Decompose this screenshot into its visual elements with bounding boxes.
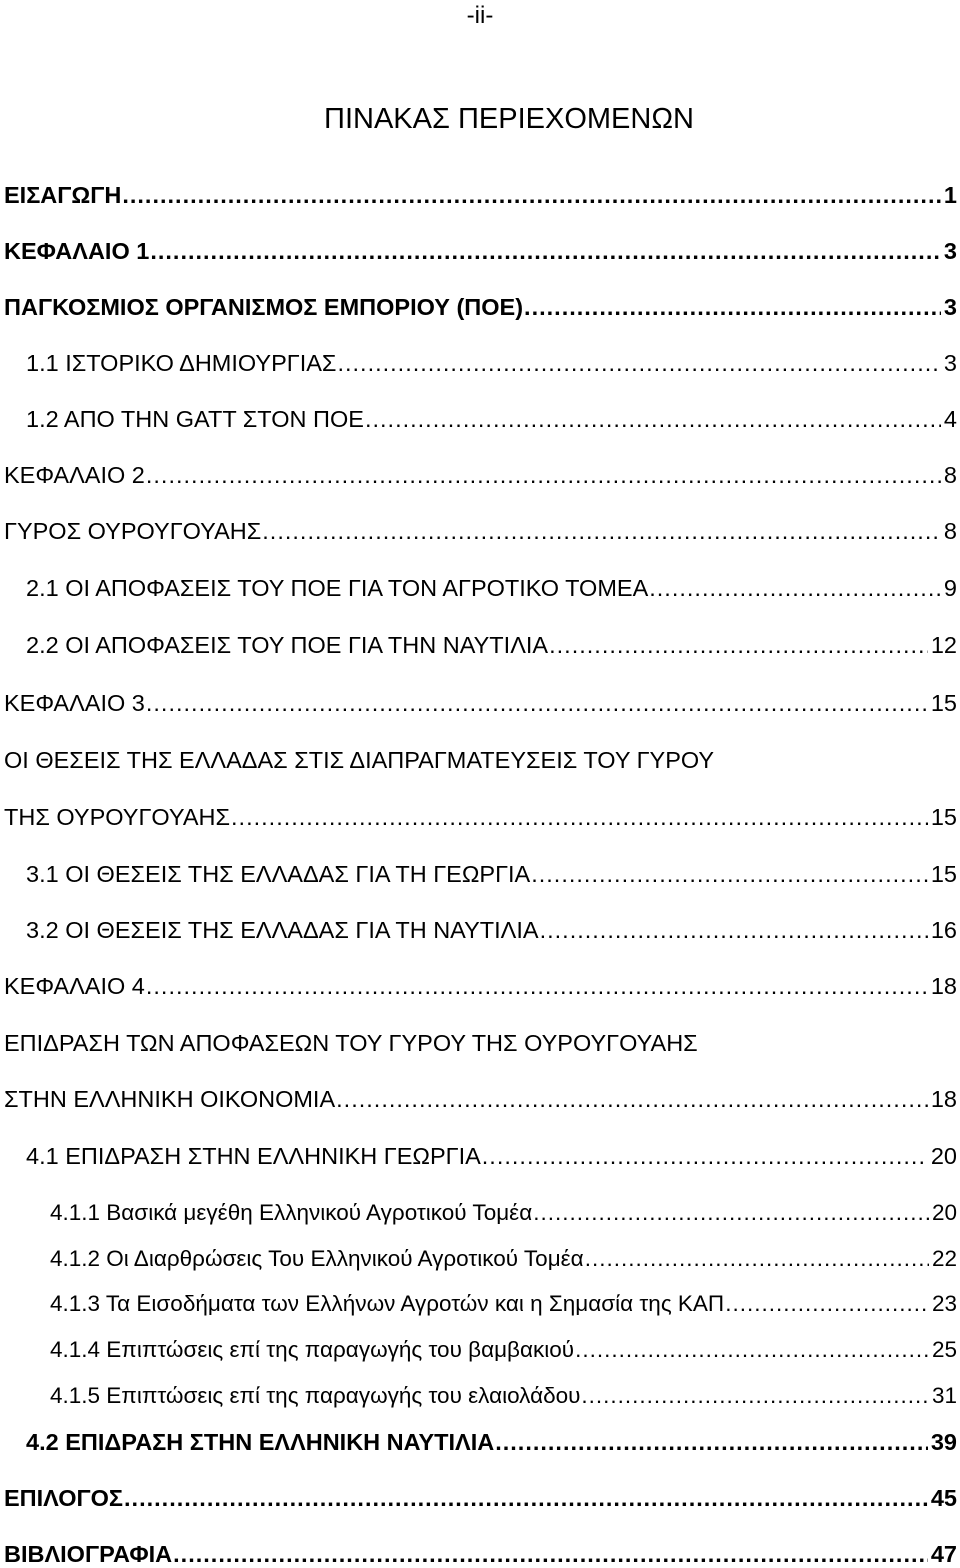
toc-entry-page: 3 [943, 238, 957, 264]
toc-entry-chapter-3[interactable] [4, 689, 957, 717]
toc-entry-2-1[interactable] [26, 574, 957, 602]
toc-entry-label: 4.1 ΕΠΙΔΡΑΣΗ ΣΤΗΝ ΕΛΛΗΝΙΚΗ ΓΕΩΡΓΙΑ [26, 1143, 481, 1169]
toc-entry-page: 3 [943, 350, 957, 376]
toc-entry-page: 22 [931, 1246, 957, 1271]
toc-entry-page: 18 [930, 973, 957, 999]
toc-entry-label: ΕΠΙΛΟΓΟΣ [4, 1485, 124, 1511]
toc-heading-impact: ΕΠΙΔΡΑΣΗ ΤΩΝ ΑΠΟΦΑΣΕΩΝ ΤΟΥ ΓΥΡΟΥ ΤΗΣ ΟΥΡΟΥΓΟΥΑΗΣ [4, 1030, 698, 1056]
toc-leader-dots [146, 461, 941, 489]
toc-entry-page: 31 [931, 1383, 957, 1408]
toc-leader-dots [262, 517, 941, 545]
toc-leader-dots [575, 1336, 929, 1364]
toc-leader-dots [540, 916, 928, 944]
toc-heading-greece-positions: ΟΙ ΘΕΣΕΙΣ ΤΗΣ ΕΛΛΑΔΑΣ ΣΤΙΣ ΔΙΑΠΡΑΓΜΑΤΕΥΣΕΙΣ ΤΟΥ ΓΥΡΟΥ [4, 747, 715, 773]
toc-entry-label: ΚΕΦΑΛΑΙΟ 4 [4, 973, 145, 999]
toc-entry-label: ΕΙΣΑΓΩΓΗ [4, 182, 122, 208]
toc-leader-dots [495, 1428, 928, 1456]
toc-entry-4-2[interactable] [26, 1428, 957, 1456]
toc-entry-3-2[interactable] [26, 916, 957, 944]
toc-entry-label: 2.1 ΟΙ ΑΠΟΦΑΣΕΙΣ ΤΟΥ ΠΟΕ ΓΙΑ ΤΟΝ ΑΓΡΟΤΙΚΟ ΤΟΜΕΑ [26, 575, 649, 601]
toc-entry-label: ΓΥΡΟΣ ΟΥΡΟΥΓΟΥΑΗΣ [4, 518, 262, 544]
toc-entry-page: 8 [943, 462, 957, 488]
toc-leader-dots [146, 972, 928, 1000]
toc-leader-dots [231, 803, 928, 831]
toc-entry-page: 20 [930, 1143, 957, 1169]
toc-leader-dots [365, 405, 941, 433]
toc-entry-label: 3.2 ΟΙ ΘΕΣΕΙΣ ΤΗΣ ΕΛΛΑΔΑΣ ΓΙΑ ΤΗ ΝΑΥΤΙΛΙΑ [26, 917, 539, 943]
toc-entry-1-2[interactable] [26, 405, 957, 433]
toc-entry-uruguay-round[interactable] [4, 517, 957, 545]
toc-leader-dots [585, 1245, 929, 1273]
toc-entry-4-1-3[interactable] [50, 1290, 957, 1318]
toc-entry-page: 20 [931, 1200, 957, 1225]
toc-leader-dots [725, 1290, 929, 1318]
toc-title: ΠΙΝΑΚΑΣ ΠΕΡΙΕΧΟΜΕΝΩΝ [324, 103, 694, 135]
toc-entry-4-1[interactable] [26, 1142, 957, 1170]
toc-entry-label: 4.2 ΕΠΙΔΡΑΣΗ ΣΤΗΝ ΕΛΛΗΝΙΚΗ ΝΑΥΤΙΛΙΑ [26, 1429, 495, 1455]
toc-entry-label: ΠΑΓΚΟΣΜΙΟΣ ΟΡΓΑΝΙΣΜΟΣ ΕΜΠΟΡΙΟΥ (ΠΟΕ) [4, 294, 524, 320]
toc-entry-label: 4.1.2 Οι Διαρθρώσεις Του Ελληνικού Αγροτικού Τομέα [50, 1246, 584, 1271]
toc-entry-label: 4.1.4 Επιπτώσεις επί της παραγωγής του βαμβακιού [50, 1337, 575, 1362]
toc-entry-page: 8 [943, 518, 957, 544]
toc-entry-page: 15 [930, 861, 957, 887]
toc-entry-page: 1 [943, 182, 957, 208]
toc-entry-greek-economy[interactable] [4, 1085, 957, 1113]
toc-leader-dots [337, 349, 940, 377]
toc-leader-dots [524, 293, 941, 321]
toc-entry-page: 47 [930, 1541, 957, 1567]
toc-entry-label: ΤΗΣ ΟΥΡΟΥΓΟΥΑΗΣ [4, 804, 231, 830]
toc-entry-chapter-4[interactable] [4, 972, 957, 1000]
toc-entry-label: 3.1 ΟΙ ΘΕΣΕΙΣ ΤΗΣ ΕΛΛΑΔΑΣ ΓΙΑ ΤΗ ΓΕΩΡΓΙΑ [26, 861, 531, 887]
toc-entry-label: 4.1.5 Επιπτώσεις επί της παραγωγής του ελαιολάδου [50, 1383, 581, 1408]
toc-entry-page: 15 [930, 690, 957, 716]
toc-entry-4-1-4[interactable] [50, 1336, 957, 1364]
toc-leader-dots [122, 181, 941, 209]
toc-entry-label: ΒΙΒΛΙΟΓΡΑΦΙΑ [4, 1541, 173, 1567]
toc-entry-page: 3 [943, 294, 957, 320]
toc-leader-dots [336, 1085, 928, 1113]
toc-entry-chapter-1[interactable] [4, 237, 957, 265]
toc-entry-label: 2.2 ΟΙ ΑΠΟΦΑΣΕΙΣ ΤΟΥ ΠΟΕ ΓΙΑ ΤΗΝ ΝΑΥΤΙΛΙΑ [26, 632, 549, 658]
toc-entry-chapter-2[interactable] [4, 461, 957, 489]
toc-entry-page: 45 [930, 1485, 957, 1511]
toc-entry-page: 12 [930, 632, 957, 658]
page-number: -ii- [466, 2, 494, 29]
toc-entry-label: 4.1.1 Βασικά μεγέθη Ελληνικού Αγροτικού Τομέα [50, 1200, 533, 1225]
toc-leader-dots [482, 1142, 928, 1170]
toc-leader-dots [533, 1199, 929, 1227]
toc-leader-dots [549, 631, 928, 659]
toc-entry-4-1-5[interactable] [50, 1382, 957, 1410]
toc-entry-uruguay-round-ch3[interactable] [4, 803, 957, 831]
toc-entry-label: ΣΤΗΝ ΕΛΛΗΝΙΚΗ ΟΙΚΟΝΟΜΙΑ [4, 1086, 336, 1112]
toc-entry-page: 4 [943, 406, 957, 432]
toc-leader-dots [124, 1484, 928, 1512]
toc-entry-epilogue[interactable] [4, 1484, 957, 1512]
toc-entry-page: 39 [930, 1429, 957, 1455]
toc-leader-dots [649, 574, 941, 602]
toc-entry-introduction[interactable] [4, 181, 957, 209]
toc-leader-dots [150, 237, 941, 265]
toc-entry-2-2[interactable] [26, 631, 957, 659]
toc-entry-page: 18 [930, 1086, 957, 1112]
toc-entry-page: 16 [930, 917, 957, 943]
toc-entry-label: ΚΕΦΑΛΑΙΟ 3 [4, 690, 145, 716]
toc-entry-label: ΚΕΦΑΛΑΙΟ 2 [4, 462, 145, 488]
toc-entry-4-1-2[interactable] [50, 1245, 957, 1273]
toc-leader-dots [581, 1382, 929, 1410]
toc-entry-label: 1.1 ΙΣΤΟΡΙΚΟ ΔΗΜΙΟΥΡΓΙΑΣ [26, 350, 337, 376]
toc-entry-page: 15 [930, 804, 957, 830]
toc-entry-label: ΚΕΦΑΛΑΙΟ 1 [4, 238, 150, 264]
toc-entry-page: 25 [931, 1337, 957, 1362]
toc-entry-3-1[interactable] [26, 860, 957, 888]
toc-entry-1-1[interactable] [26, 349, 957, 377]
toc-entry-label: 4.1.3 Τα Εισοδήματα των Ελλήνων Αγροτών και η Σημασία της ΚΑΠ [50, 1291, 725, 1316]
toc-entry-wto[interactable] [4, 293, 957, 321]
toc-leader-dots [531, 860, 928, 888]
toc-entry-page: 9 [943, 575, 957, 601]
toc-entry-4-1-1[interactable] [50, 1199, 957, 1227]
toc-leader-dots [146, 689, 928, 717]
toc-entry-page: 23 [931, 1291, 957, 1316]
toc-entry-label: 1.2 ΑΠΟ ΤΗΝ GATT ΣΤΟΝ ΠΟΕ [26, 406, 364, 432]
